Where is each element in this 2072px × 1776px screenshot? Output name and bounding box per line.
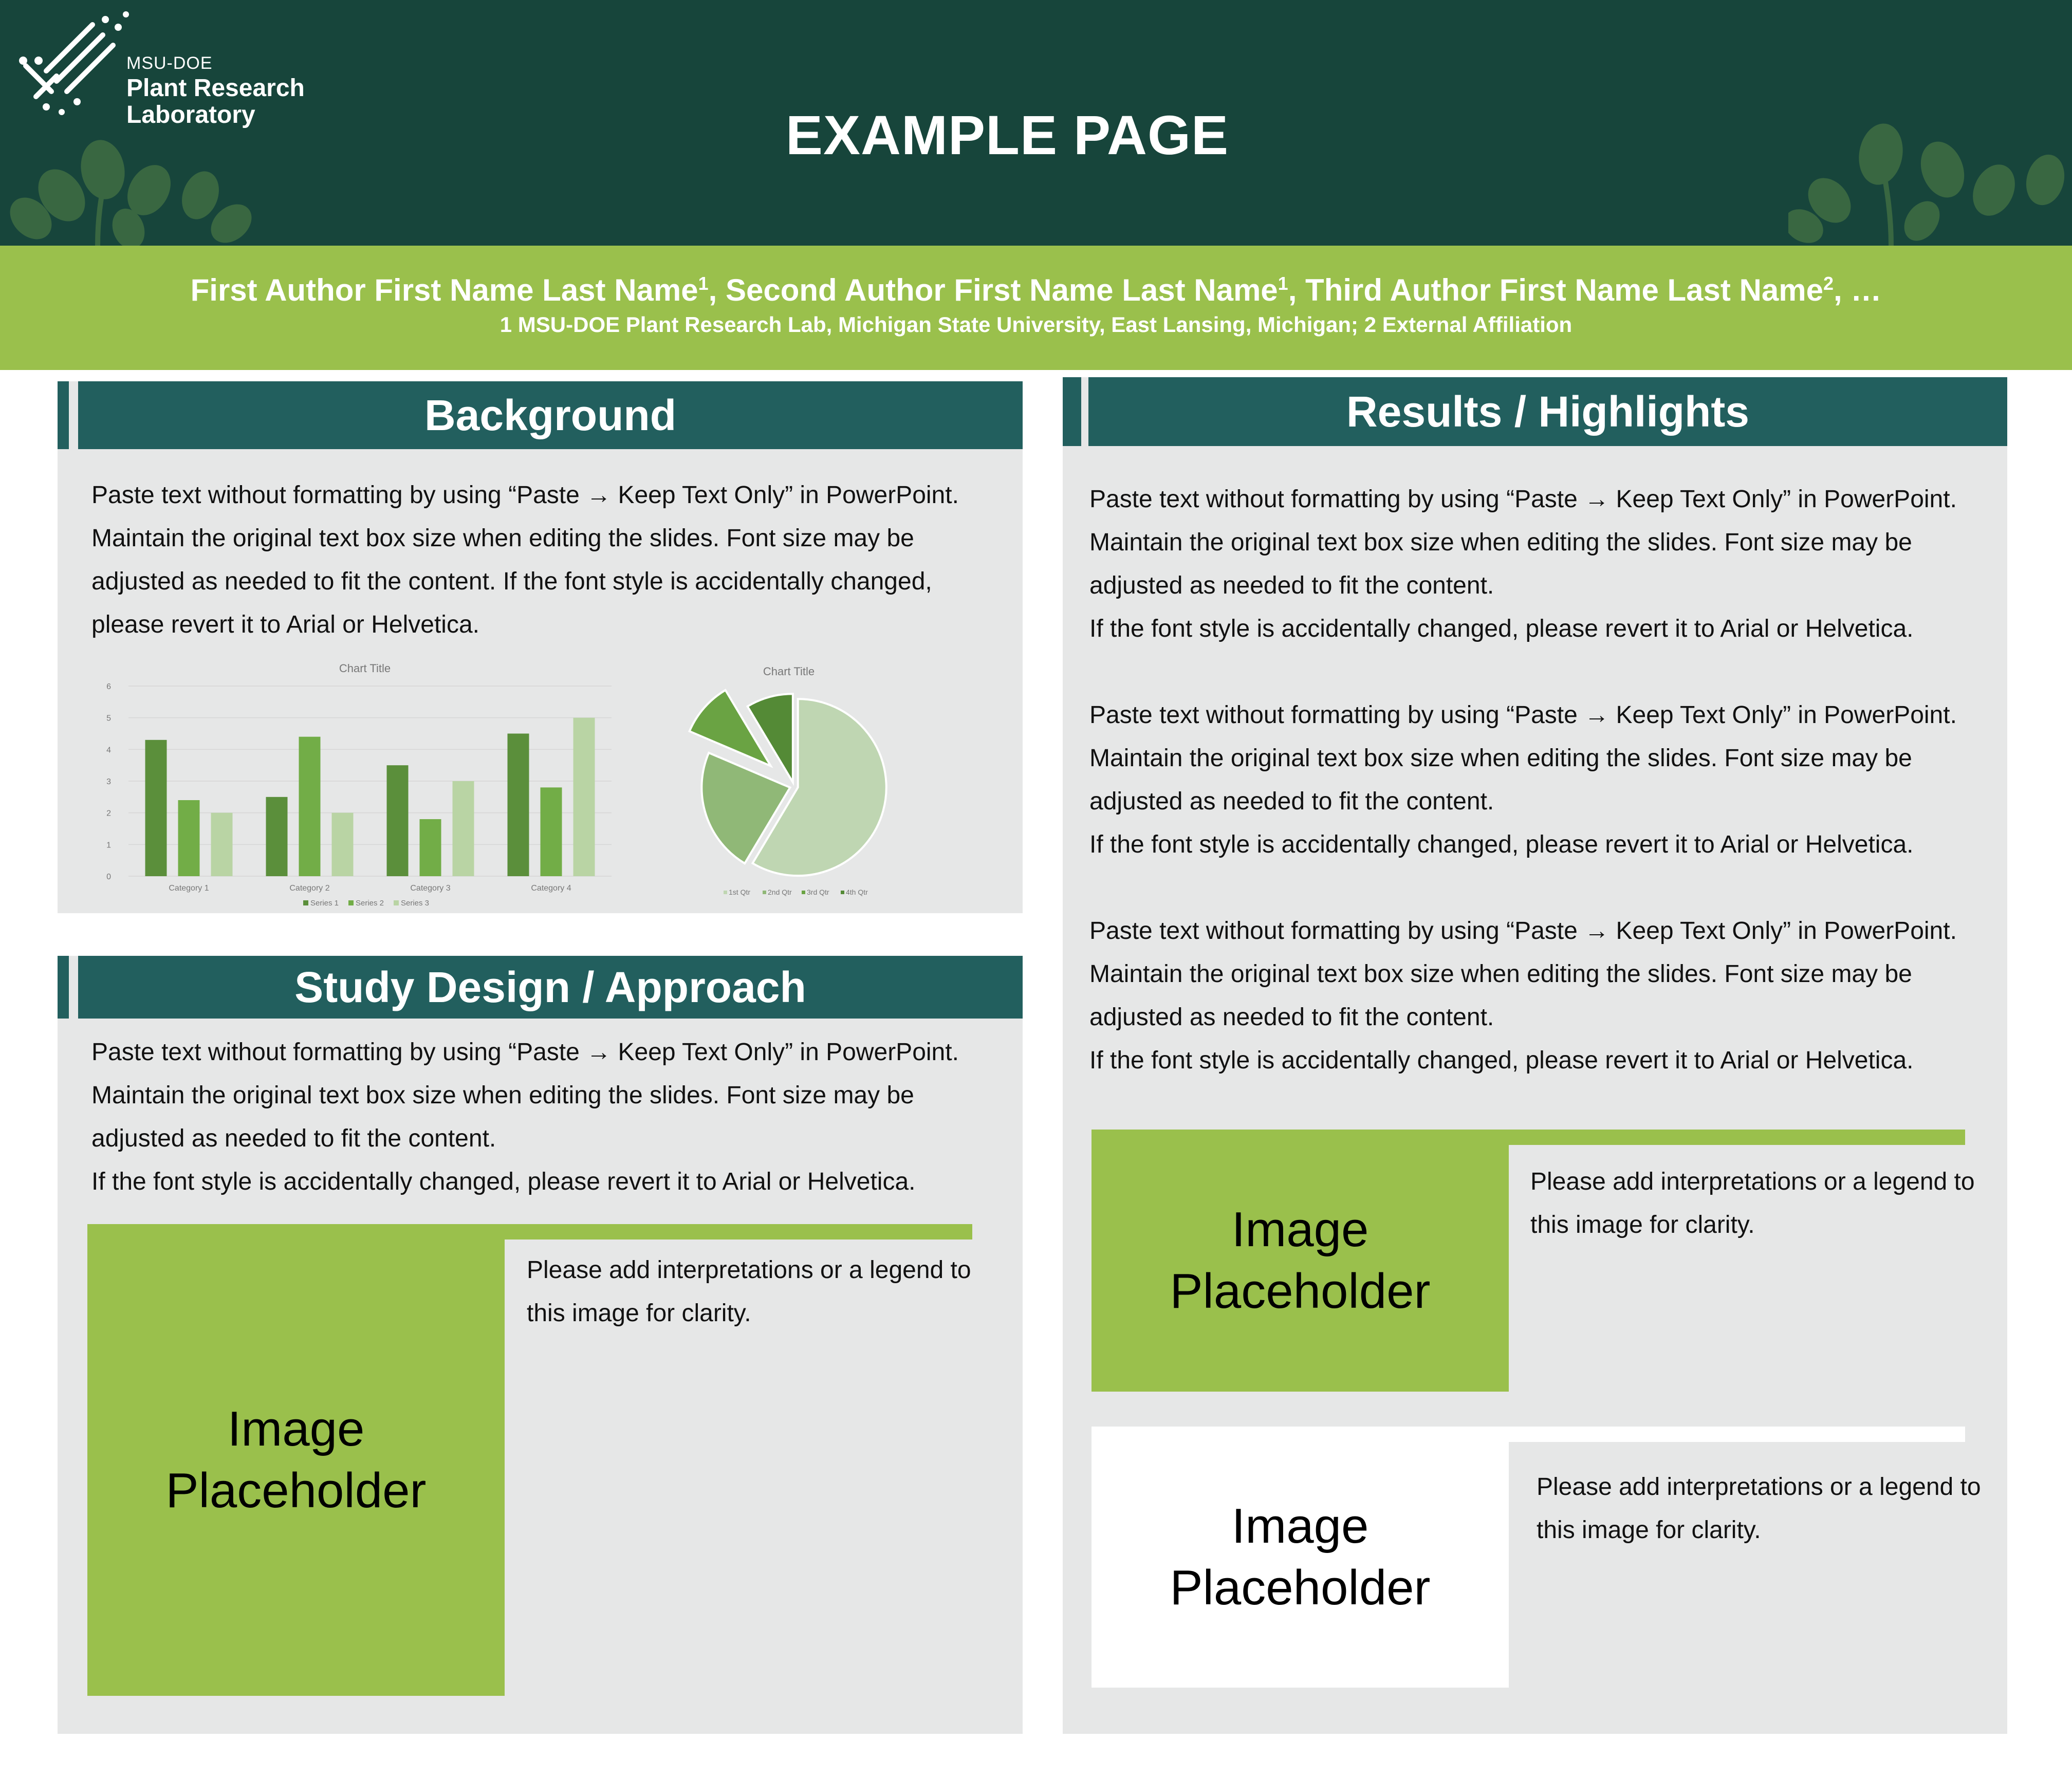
image-caption: Please add interpretations or a legend to this image for clarity.: [1530, 1168, 1975, 1238]
decorative-leaves-left-icon: [0, 128, 267, 246]
image-placeholder-label: Image Placeholder: [1170, 1202, 1431, 1319]
header-banner: [0, 0, 2072, 246]
y-tick-label: 2: [106, 809, 111, 818]
legend-swatch: [303, 900, 308, 905]
legend-label: 3rd Qtr: [807, 888, 829, 896]
image-placeholder: [1092, 1130, 1509, 1392]
x-tick-label: Category 4: [531, 884, 571, 893]
bar: [420, 819, 441, 876]
text-line: Paste text without formatting by using “Paste → Keep Text Only” in PowerPoint.: [1089, 701, 1957, 729]
bar-chart: [92, 658, 617, 915]
text-line: adjusted as needed to fit the content.: [1089, 788, 1494, 815]
text-line: Paste text without formatting by using “Paste → Keep Text Only” in PowerPoint.: [1089, 486, 1957, 513]
bar: [299, 737, 321, 876]
text-line: adjusted as needed to fit the content.: [1089, 1004, 1494, 1031]
background-text: Paste text without formatting by using “Paste → Keep Text Only” in PowerPoint. Maintain the original text box size when editing the slides. Font size may be adjusted as needed to fit the content. If the font style is accidentally changed, please revert it to Arial or Helvetica.: [91, 482, 959, 638]
legend-label: Series 3: [401, 899, 430, 908]
author-name: Second Author First Name Last Name: [726, 273, 1278, 307]
results-paragraph: [1089, 694, 2004, 866]
text-line: If the font style is accidentally changed, please revert it to Arial or Helvetica.: [1089, 615, 1914, 642]
bar: [387, 765, 409, 876]
text-line: adjusted as needed to fit the content.: [1089, 572, 1494, 599]
image-placeholder-label: Image Placeholder: [165, 1401, 427, 1518]
legend-label: Series 2: [356, 899, 384, 908]
author-affiliation-number: 1: [1278, 273, 1288, 294]
results-paragraph: [1089, 910, 2004, 1082]
page-title: EXAMPLE PAGE: [785, 104, 1229, 166]
y-tick-label: 6: [106, 682, 111, 691]
text-line: Maintain the original text box size when editing the slides. Font size may be: [1089, 529, 1912, 556]
decorative-leaves-right-icon: [1788, 118, 2072, 246]
author-name: First Author First Name Last Name: [190, 273, 698, 307]
text-line: Paste text without formatting by using “Paste → Keep Text Only” in PowerPoint.: [1089, 917, 1957, 945]
logo-line-laboratory: Laboratory: [126, 101, 255, 128]
bar: [211, 813, 233, 876]
author-separator: , …: [1834, 273, 1882, 307]
chart-title: Chart Title: [339, 662, 391, 675]
bar: [508, 734, 529, 877]
x-tick-label: Category 2: [289, 884, 330, 893]
bar: [145, 740, 167, 876]
bar: [178, 800, 200, 876]
image-caption: Please add interpretations or a legend to this image for clarity.: [1537, 1473, 1981, 1544]
legend-swatch: [841, 891, 844, 894]
bar: [453, 781, 474, 876]
bar: [266, 797, 288, 876]
background-heading: Background: [78, 381, 1023, 449]
author-name: Third Author First Name Last Name: [1305, 273, 1823, 307]
y-tick-label: 4: [106, 746, 111, 755]
bar: [574, 718, 595, 876]
study-design-heading: Study Design / Approach: [78, 956, 1023, 1019]
text-line: If the font style is accidentally changed, please revert it to Arial or Helvetica.: [1089, 1047, 1914, 1074]
y-tick-label: 1: [106, 841, 111, 850]
author-affiliation-number: 2: [1823, 273, 1834, 294]
legend-label: 2nd Qtr: [768, 888, 792, 896]
text-line: If the font style is accidentally changed, please revert it to Arial or Helvetica.: [91, 1168, 916, 1195]
author-separator: ,: [708, 273, 726, 307]
text-line: Maintain the original text box size when editing the slides. Font size may be: [1089, 960, 1912, 988]
bar: [541, 787, 562, 876]
image-placeholder: [1092, 1427, 1509, 1688]
background-heading-accent: [58, 381, 69, 449]
image-placeholder-label: Image Placeholder: [1170, 1498, 1431, 1615]
legend-swatch: [763, 891, 766, 894]
legend-swatch: [348, 900, 354, 905]
legend-swatch: [802, 891, 805, 894]
study-design-heading-accent: [58, 956, 69, 1019]
pie-chart: [663, 663, 910, 904]
text-line: Maintain the original text box size when editing the slides. Font size may be: [91, 1082, 914, 1109]
legend-label: 1st Qtr: [729, 888, 751, 896]
y-tick-label: 0: [106, 873, 111, 881]
chart-title: Chart Title: [763, 665, 815, 678]
author-affiliation-number: 1: [698, 273, 709, 294]
results-text: [1089, 478, 2004, 1082]
study-design-text: [91, 1031, 1006, 1204]
author-separator: ,: [1288, 273, 1306, 307]
y-tick-label: 5: [106, 714, 111, 723]
y-tick-label: 3: [106, 778, 111, 786]
authors-band: [0, 246, 2072, 370]
legend-swatch: [394, 900, 399, 905]
author-list: [0, 272, 2072, 308]
x-tick-label: Category 3: [410, 884, 451, 893]
results-heading-accent: [1063, 377, 1081, 446]
logo-line-msu-doe: MSU-DOE: [126, 53, 213, 73]
text-line: adjusted as needed to fit the content.: [91, 1125, 496, 1152]
bar: [332, 813, 354, 876]
image-placeholder: [87, 1224, 505, 1696]
results-paragraph: [1089, 478, 2004, 651]
x-tick-label: Category 1: [169, 884, 209, 893]
legend-label: Series 1: [310, 899, 339, 908]
text-line: If the font style is accidentally changed, please revert it to Arial or Helvetica.: [1089, 831, 1914, 858]
affiliations: 1 MSU-DOE Plant Research Lab, Michigan State University, East Lansing, Michigan; 2 External Affiliation: [499, 312, 1572, 337]
legend-label: 4th Qtr: [846, 888, 868, 896]
legend-swatch: [724, 891, 727, 894]
results-heading: Results / Highlights: [1088, 377, 2007, 446]
logo-line-plant-research: Plant Research: [126, 75, 305, 102]
text-line: Maintain the original text box size when editing the slides. Font size may be: [1089, 745, 1912, 772]
text-line: Paste text without formatting by using “Paste → Keep Text Only” in PowerPoint.: [91, 1039, 959, 1066]
image-caption: Please add interpretations or a legend to this image for clarity.: [527, 1256, 971, 1327]
